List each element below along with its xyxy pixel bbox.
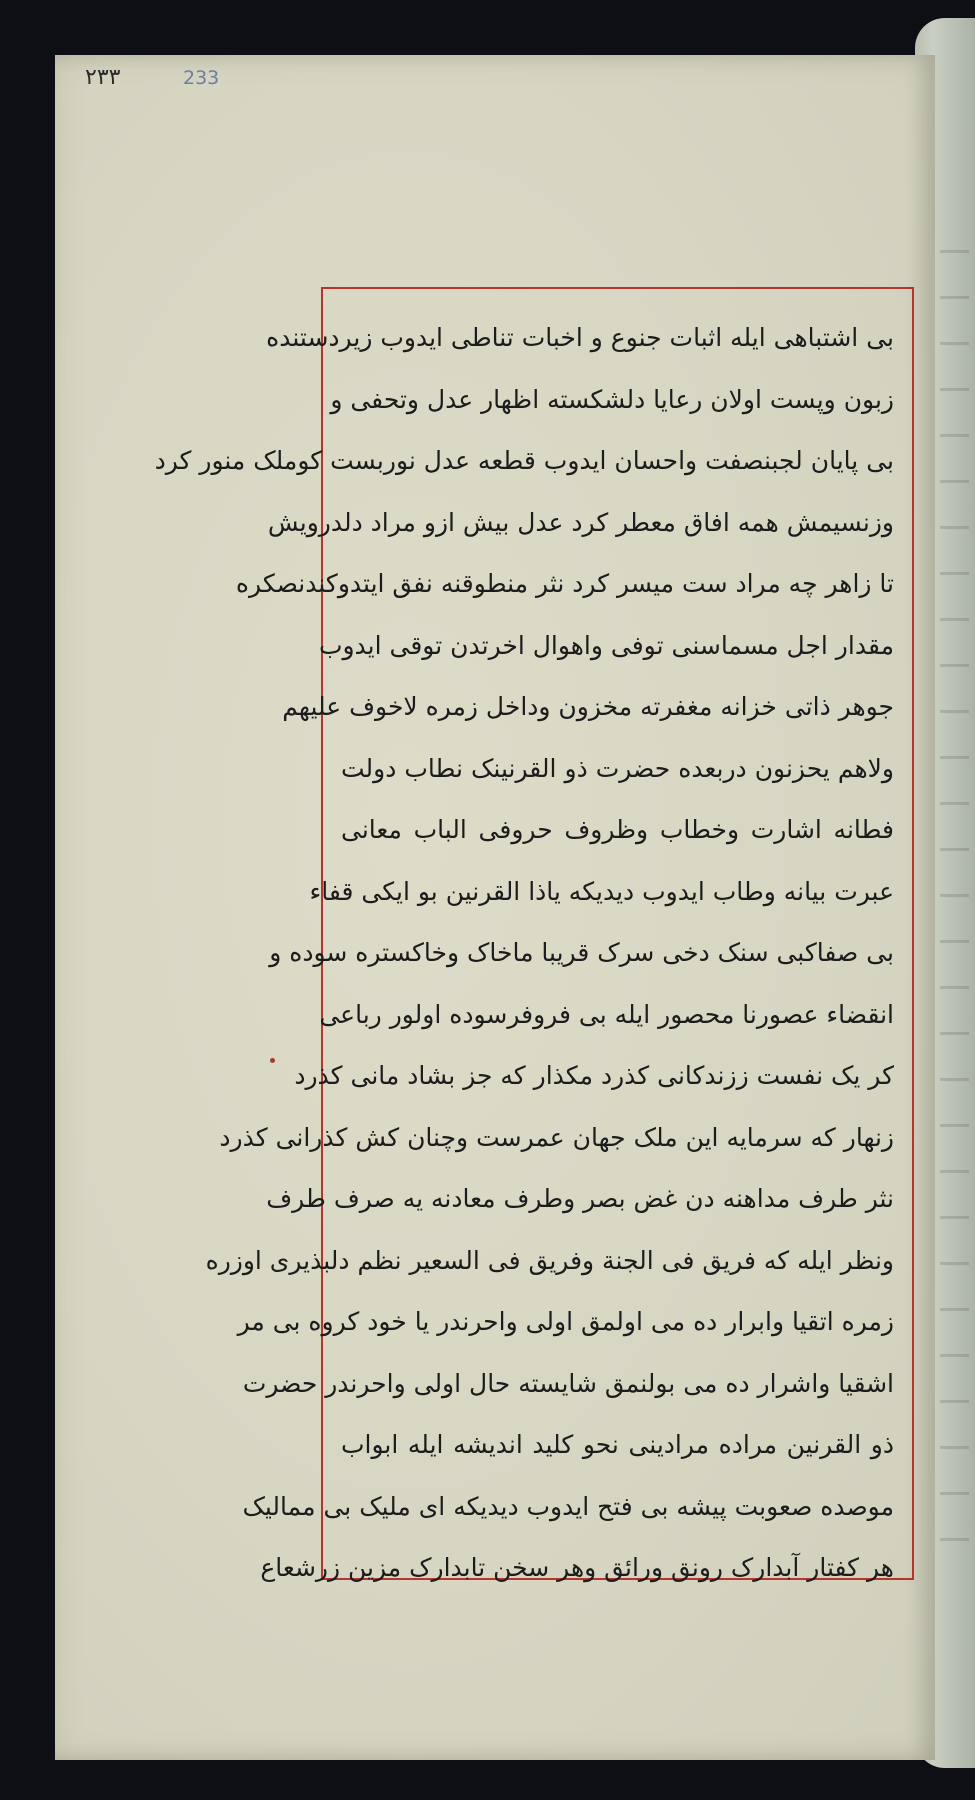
text-line: زمره اتقیا وابرار ده می اولمق اولی واحرندر یا خود کروه بی مر: [237, 1307, 894, 1336]
text-line: بی صفاکبی سنک دخی سرک قریبا ماخاک وخاکستره سوده و: [269, 938, 894, 967]
text-line: انقضاء عصورنا محصور ایله بی فروفرسوده اولور رباعی: [319, 999, 894, 1029]
text-line: موصده صعوبت پیشه بی فتح ایدوب دیدیکه ای ملیک بی ممالیک: [242, 1491, 894, 1521]
text-block: [154, 307, 894, 1582]
text-line: مقدار اجل مسماسنی توفی واهوال اخرتدن توقی ایدوب: [318, 630, 894, 660]
text-line: جوهر ذاتی خزانه مغفرته مخزون وداخل زمره لاخوف علیهم: [282, 692, 894, 721]
text-line: ولاهم یحزنون دربعده حضرت ذو القرنینک نطاب دولت: [341, 753, 894, 783]
text-line: بی پایان لجبنصفت واحسان ایدوب قطعه عدل نوربست کوملک منور کرد: [154, 446, 894, 475]
text-line: بی اشتباهی ایله اثبات جنوع و اخبات تناطی ایدوب زیردستنده: [266, 323, 894, 352]
manuscript-folio: [55, 55, 935, 1760]
text-line: هر کفتار آبدارک رونق ورائق وهر سخن تابدارک مزین زرشعاع: [260, 1553, 894, 1582]
text-line: وزنسیمش همه افاق معطر کرد عدل بیش ازو مراد دلدرویش: [267, 507, 894, 537]
page-number-arabic: ۲۳۳: [85, 65, 121, 90]
next-page-text-strip: [940, 250, 969, 1550]
text-line: زبون وپست اولان رعایا دلشکسته اظهار عدل وتحفی و: [330, 384, 894, 414]
text-line: زنهار که سرمایه این ملک جهان عمرست وچنان کش کذرانی کذرد: [219, 1122, 894, 1152]
text-line: نثر طرف مداهنه دن غض بصر وطرف معادنه یه صرف طرف: [266, 1184, 894, 1213]
text-line: ذو القرنین مراده مرادینی نحو کلید اندیشه ایله ابواب: [341, 1430, 894, 1459]
text-line: تا زاهر چه مراد ست میسر کرد نثر منطوقنه نفق ایتدوکندنصکره: [235, 569, 894, 598]
text-line: اشقیا واشرار ده می بولنمق شایسته حال اولی واحرندر حضرت: [242, 1368, 894, 1398]
page-number-latin: 233: [183, 67, 220, 89]
text-line: ونظر ایله که فریق فی الجنة وفریق فی السعیر نظم دلبذیری اوزره: [205, 1245, 894, 1275]
text-line: عبرت بیانه وطاب ایدوب دیدیکه یاذا القرنین بو ایکی قفاء: [309, 876, 894, 906]
text-line: کر یک نفست ززندکانی کذرد مکذار که جز بشاد مانی کذرد: [294, 1061, 894, 1090]
text-line: فطانه اشارت وخطاب وظروف حروفی الباب معانی: [341, 815, 894, 844]
ink-dot: [270, 1058, 275, 1063]
text-frame: [154, 287, 914, 1582]
